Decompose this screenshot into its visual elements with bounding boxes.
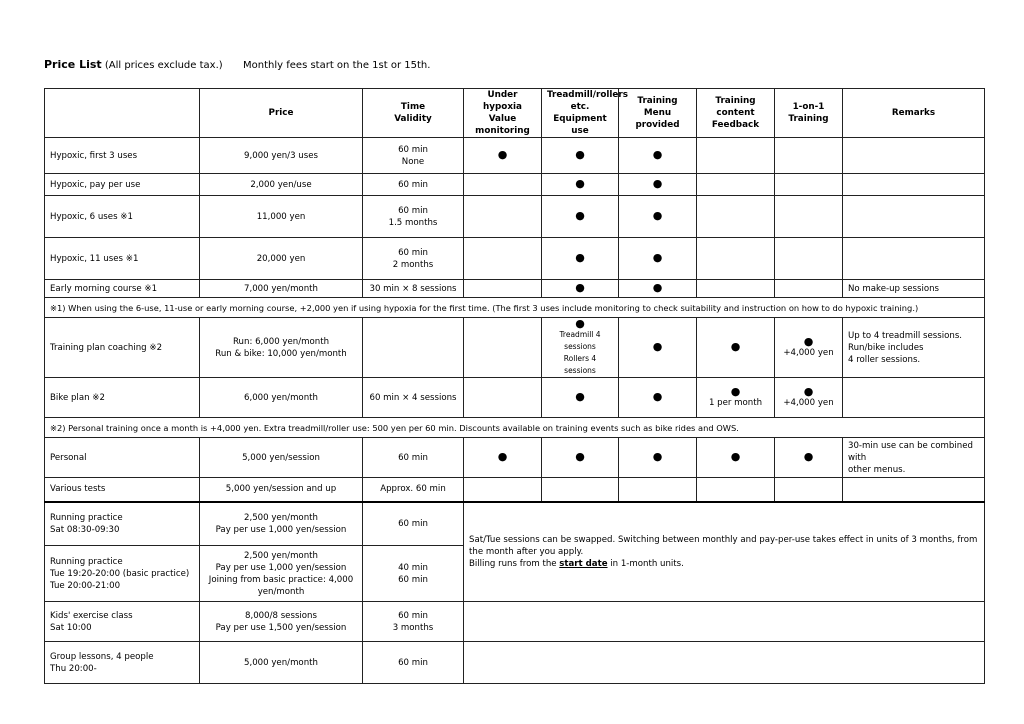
oneonone-sub: +4,000 yen: [783, 398, 834, 408]
remarks-1: Up to 4 treadmill sessions. Run/bike includes: [848, 330, 963, 353]
header-hypoxic-2: Value monitoring: [475, 114, 530, 136]
equipment-sub-1: Treadmill 4 sessions: [559, 330, 601, 351]
row-time-2: 2 months: [392, 259, 434, 270]
table-row: [45, 502, 985, 546]
row-price: [200, 602, 363, 642]
cell-menu: [619, 318, 697, 378]
dot-mark: ●: [575, 209, 585, 222]
row-name-3: Tue 20:00-21:00: [50, 580, 121, 591]
row-name-1: Running practice: [50, 556, 123, 567]
table-row: [45, 280, 985, 298]
merged-note-start-date: start date: [559, 558, 608, 569]
cell-remarks: [843, 378, 985, 418]
cell-feedback: [697, 238, 775, 280]
cell-equipment: [542, 174, 619, 196]
cell-equipment: [542, 438, 619, 478]
header-equipment-1: Treadmill/rollers etc.: [547, 90, 628, 112]
row-name-1: Running practice: [50, 512, 123, 523]
row-price: 5,000 yen/session and up: [200, 478, 363, 502]
cell-hypoxic-monitor: [464, 138, 542, 174]
row-time-1: 60 min: [398, 205, 428, 216]
cell-remarks: [843, 478, 985, 502]
cell-hypoxic-monitor: [464, 174, 542, 196]
header-equipment: [542, 89, 628, 138]
row-time: [363, 546, 464, 602]
row-price-1: 2,500 yen/month: [244, 512, 318, 523]
remarks-2: 4 roller sessions.: [848, 354, 921, 365]
header-oneonone-2: Training: [788, 114, 829, 124]
cell-hypoxic-monitor: [464, 438, 542, 478]
dot-mark: ●: [652, 209, 663, 222]
cell-remarks: [843, 174, 985, 196]
dot-mark: ●: [730, 340, 741, 353]
cell-remarks: [843, 138, 985, 174]
note-row: [45, 298, 985, 318]
dot-mark: ●: [652, 340, 663, 353]
row-time: 60 min: [363, 502, 464, 546]
row-name: Early morning course ※1: [45, 280, 200, 298]
dot-mark: ●: [803, 450, 814, 463]
header-feedback-2: Feedback: [711, 120, 760, 130]
row-name-2: Thu 20:00-: [50, 663, 97, 674]
header-time-1: Time: [400, 102, 426, 112]
row-name: Hypoxic, pay per use: [45, 174, 200, 196]
equipment-sub-2: Rollers 4 sessions: [563, 354, 597, 375]
cell-one-on-one: [775, 318, 843, 378]
row-time: 60 min: [363, 438, 464, 478]
row-price: [200, 318, 363, 378]
dot-mark: ●: [652, 148, 663, 161]
row-price: 9,000 yen/3 uses: [200, 138, 363, 174]
row-time-2: 1.5 months: [388, 217, 438, 228]
table-row: [45, 238, 985, 280]
row-time: Approx. 60 min: [363, 478, 464, 502]
row-price: [200, 546, 363, 602]
feedback-sub: 1 per month: [708, 398, 763, 408]
header-row: [45, 89, 985, 138]
row-time: 60 min × 4 sessions: [363, 378, 464, 418]
cell-menu: [619, 174, 697, 196]
cell-one-on-one: [775, 238, 843, 280]
table-row: [45, 174, 985, 196]
row-time-1: 40 min: [398, 562, 428, 573]
cell-feedback: [697, 438, 775, 478]
merged-empty: [464, 642, 985, 684]
cell-one-on-one: [775, 138, 843, 174]
cell-hypoxic-monitor: [464, 318, 542, 378]
row-price: 20,000 yen: [200, 238, 363, 280]
row-time: [363, 238, 464, 280]
row-price: 6,000 yen/month: [200, 378, 363, 418]
header-feedback-1: Training content: [715, 96, 756, 118]
cell-menu: [619, 378, 697, 418]
row-time-2: None: [401, 156, 425, 167]
row-price: [200, 502, 363, 546]
row-time: [363, 318, 464, 378]
header-remarks: Remarks: [843, 89, 985, 138]
row-price: 7,000 yen/month: [200, 280, 363, 298]
cell-remarks: [843, 196, 985, 238]
title-main: Price List: [44, 58, 102, 71]
cell-one-on-one: [775, 196, 843, 238]
dot-mark: ●: [497, 148, 508, 161]
dot-mark: ●: [575, 390, 585, 403]
note-row: [45, 418, 985, 438]
title-start-note: Monthly fees start on the 1st or 15th.: [243, 60, 431, 71]
dot-mark: ●: [652, 177, 663, 190]
cell-remarks: [843, 318, 985, 378]
dot-mark: ●: [803, 335, 814, 348]
cell-feedback: [697, 478, 775, 502]
dot-mark: ●: [575, 177, 585, 190]
cell-equipment: [542, 378, 619, 418]
table-row: [45, 378, 985, 418]
dot-mark: ●: [730, 385, 741, 398]
row-time: 30 min × 8 sessions: [363, 280, 464, 298]
row-name: Personal: [45, 438, 200, 478]
cell-menu: [619, 478, 697, 502]
cell-hypoxic-monitor: [464, 196, 542, 238]
row-time: [363, 138, 464, 174]
cell-equipment: [542, 478, 619, 502]
cell-feedback: [697, 138, 775, 174]
row-name-2: Tue 19:20-20:00 (basic practice): [50, 568, 190, 579]
cell-menu: [619, 196, 697, 238]
cell-equipment: [542, 238, 619, 280]
header-time-2: Validity: [394, 114, 432, 124]
header-name: [45, 89, 200, 138]
dot-mark: ●: [497, 450, 508, 463]
dot-mark: ●: [652, 281, 663, 294]
header-oneonone-1: 1-on-1: [792, 102, 825, 112]
merged-note-2: [469, 558, 979, 570]
merged-note-2a: Billing runs from the: [469, 558, 560, 569]
row-name-1: Kids' exercise class: [50, 610, 133, 621]
cell-hypoxic-monitor: [464, 238, 542, 280]
row-time-2: 3 months: [392, 622, 434, 633]
oneonone-sub: +4,000 yen: [783, 348, 834, 358]
row-time: 60 min: [363, 174, 464, 196]
row-name: [45, 602, 200, 642]
row-price-1: 8,000/8 sessions: [245, 610, 317, 621]
row-price: 11,000 yen: [200, 196, 363, 238]
row-name-2: Sat 08:30-09:30: [50, 524, 120, 535]
row-price: 5,000 yen/month: [200, 642, 363, 684]
dot-mark: ●: [803, 385, 814, 398]
row-time: 60 min: [363, 642, 464, 684]
cell-remarks: [843, 438, 985, 478]
header-hypoxic-1: Under hypoxia: [483, 90, 522, 112]
dot-mark: ●: [575, 450, 585, 463]
header-menu: [619, 89, 697, 138]
merged-notes: [464, 502, 985, 602]
row-name-2: Sat 10:00: [50, 622, 92, 633]
dot-mark: ●: [575, 251, 585, 264]
row-name: [45, 546, 200, 602]
table-row: [45, 438, 985, 478]
table-row: [45, 642, 985, 684]
row-time: [363, 602, 464, 642]
row-name: Various tests: [45, 478, 200, 502]
header-equipment-2: Equipment use: [553, 114, 607, 136]
cell-feedback: [697, 318, 775, 378]
table-row: [45, 318, 985, 378]
row-price-3: Joining from basic practice: 4,000 yen/month: [208, 574, 354, 597]
row-price-1: Run: 6,000 yen/month: [232, 336, 330, 347]
merged-empty: [464, 602, 985, 642]
footnote-2: ※2) Personal training once a month is +4,000 yen. Extra treadmill/roller use: 500 yen per 60 min. Discounts available on training events such as bike rides and OWS.: [45, 418, 985, 438]
row-name: Bike plan ※2: [45, 378, 200, 418]
table-row: [45, 602, 985, 642]
cell-hypoxic-monitor: [464, 378, 542, 418]
remarks-1: 30-min use can be combined with: [848, 440, 973, 463]
cell-remarks: [843, 238, 985, 280]
cell-remarks: No make-up sessions: [843, 280, 985, 298]
dot-mark: ●: [652, 390, 663, 403]
row-name-1: Group lessons, 4 people: [50, 651, 154, 662]
header-price: Price: [200, 89, 363, 138]
cell-feedback: [697, 378, 775, 418]
header-menu-1: Training: [637, 96, 678, 106]
row-name: [45, 642, 200, 684]
cell-one-on-one: [775, 438, 843, 478]
dot-mark: ●: [575, 317, 585, 330]
row-name: [45, 502, 200, 546]
cell-menu: [619, 438, 697, 478]
cell-one-on-one: [775, 174, 843, 196]
cell-menu: [619, 238, 697, 280]
cell-equipment: [542, 318, 619, 378]
row-time-1: 60 min: [398, 144, 428, 155]
table-row: [45, 478, 985, 502]
dot-mark: ●: [575, 281, 585, 294]
row-price: 2,000 yen/use: [200, 174, 363, 196]
cell-hypoxic-monitor: [464, 280, 542, 298]
row-time-1: 60 min: [398, 610, 428, 621]
page-title: [44, 58, 430, 71]
footnote-1: ※1) When using the 6-use, 11-use or early morning course, +2,000 yen if using hypoxia for the first time. (The first 3 uses include monitoring to check suitability and instruction on how to do hypoxic training.): [45, 298, 985, 318]
cell-menu: [619, 138, 697, 174]
cell-equipment: [542, 196, 619, 238]
row-name: Hypoxic, 11 uses ※1: [45, 238, 200, 280]
cell-one-on-one: [775, 280, 843, 298]
row-name: Hypoxic, 6 uses ※1: [45, 196, 200, 238]
row-price-2: Pay per use 1,500 yen/session: [215, 622, 347, 633]
row-price-2: Run & bike: 10,000 yen/month: [215, 348, 347, 359]
row-time: [363, 196, 464, 238]
cell-menu: [619, 280, 697, 298]
row-name: Training plan coaching ※2: [45, 318, 200, 378]
cell-one-on-one: [775, 378, 843, 418]
cell-one-on-one: [775, 478, 843, 502]
cell-hypoxic-monitor: [464, 478, 542, 502]
row-time-1: 60 min: [398, 247, 428, 258]
table-row: [45, 196, 985, 238]
remarks-2: other menus.: [848, 464, 906, 475]
row-price: 5,000 yen/session: [200, 438, 363, 478]
dot-mark: ●: [730, 450, 741, 463]
table-row: [45, 138, 985, 174]
header-time: [363, 89, 464, 138]
header-feedback: [697, 89, 775, 138]
row-price-1: 2,500 yen/month: [244, 550, 318, 561]
cell-equipment: [542, 138, 619, 174]
row-price-2: Pay per use 1,000 yen/session: [215, 524, 347, 535]
merged-note-2c: in 1-month units.: [607, 558, 684, 569]
dot-mark: ●: [652, 251, 663, 264]
merged-note-1: Sat/Tue sessions can be swapped. Switching between monthly and pay-per-use takes effect in units of 3 months, from the month after you apply.: [469, 534, 978, 557]
cell-feedback: [697, 174, 775, 196]
cell-equipment: [542, 280, 619, 298]
row-name: Hypoxic, first 3 uses: [45, 138, 200, 174]
row-time-2: 60 min: [398, 574, 428, 585]
header-one-on-one: [775, 89, 843, 138]
row-price-2: Pay per use 1,000 yen/session: [215, 562, 347, 573]
header-menu-2: Menu provided: [635, 108, 680, 130]
price-table: [44, 88, 985, 684]
cell-feedback: [697, 280, 775, 298]
dot-mark: ●: [575, 148, 585, 161]
dot-mark: ●: [652, 450, 663, 463]
title-tax-note: (All prices exclude tax.): [104, 60, 223, 71]
header-hypoxic-monitor: [464, 89, 542, 138]
cell-feedback: [697, 196, 775, 238]
